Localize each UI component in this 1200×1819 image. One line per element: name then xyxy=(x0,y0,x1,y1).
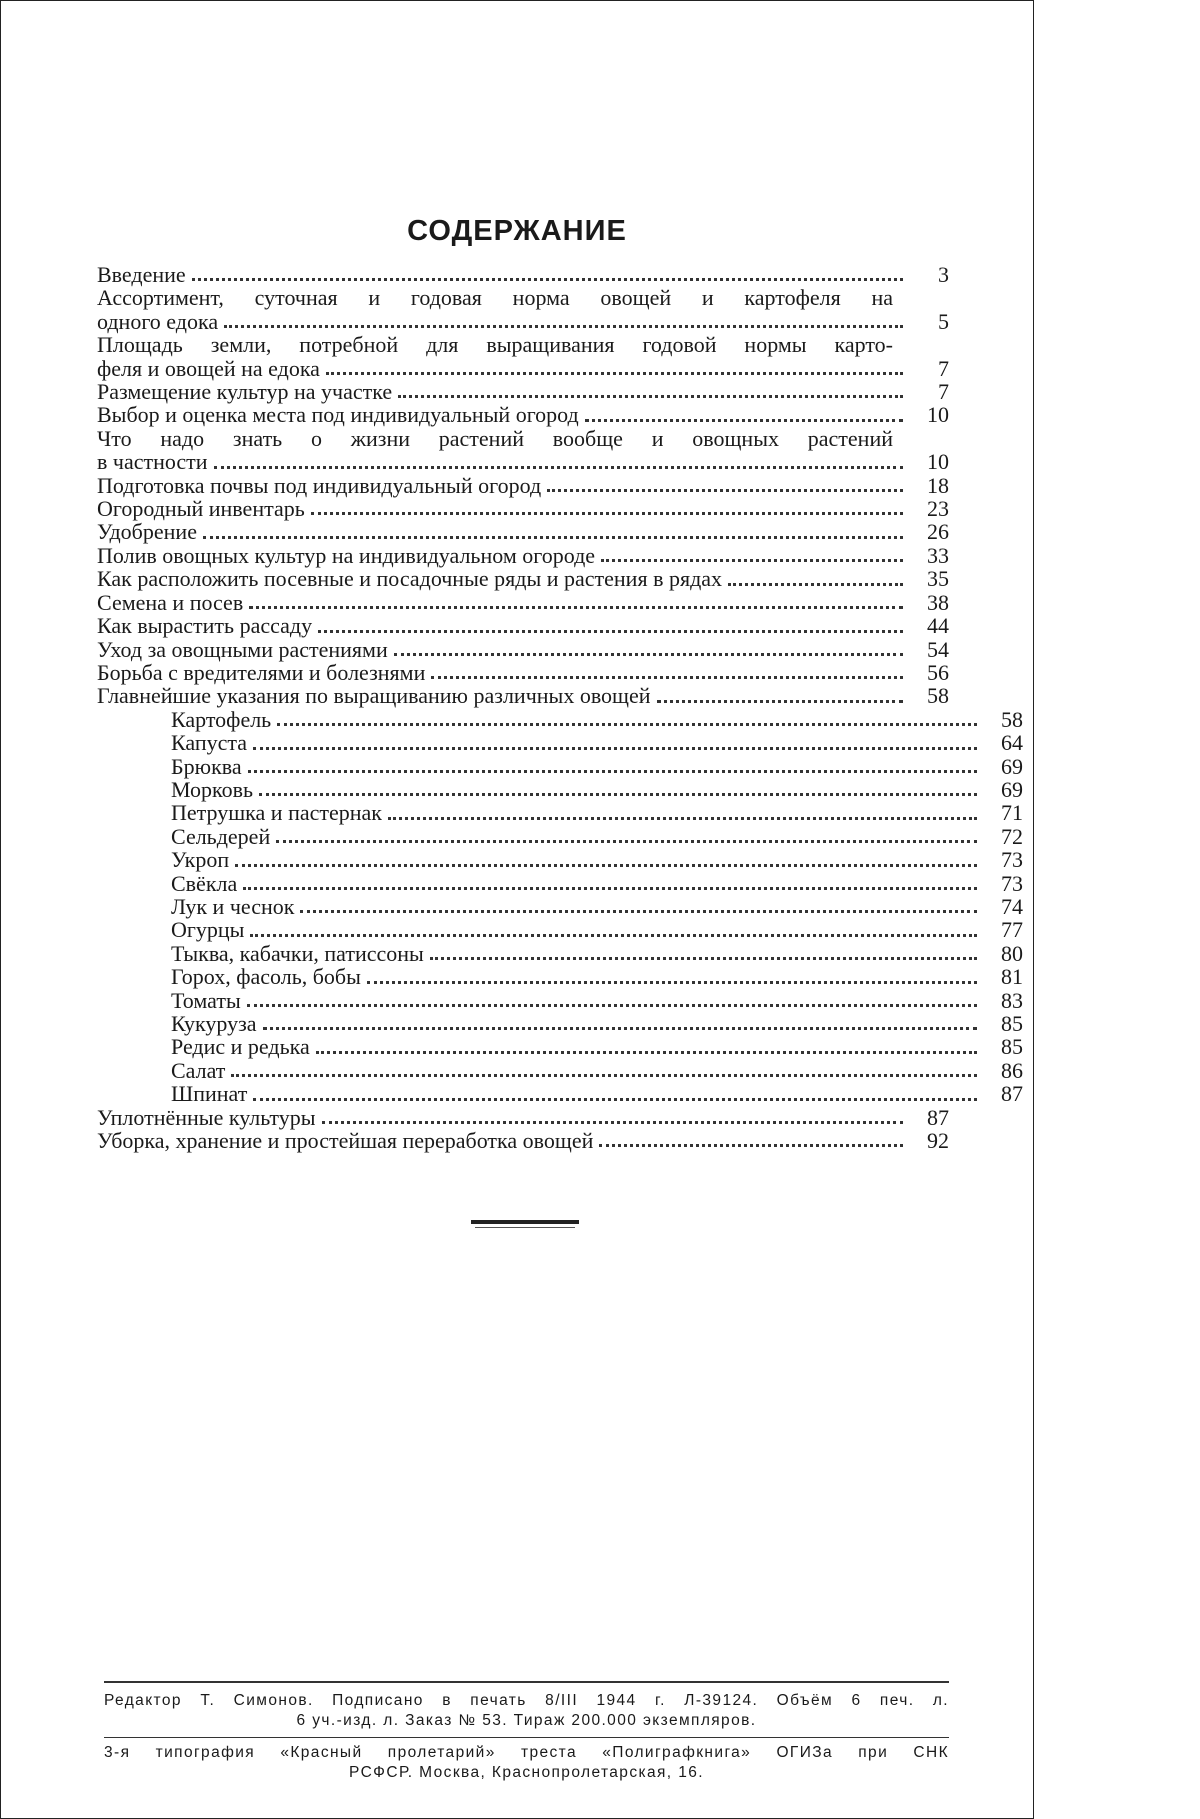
dotted-leader xyxy=(214,466,903,469)
toc-entry-title: Горох, фасоль, бобы xyxy=(171,965,361,988)
toc-entry-row xyxy=(97,638,949,661)
toc-entry xyxy=(97,497,949,520)
toc-entry xyxy=(97,263,949,286)
page-title: СОДЕРЖАНИЕ xyxy=(1,215,1033,248)
toc-entry-row xyxy=(97,497,949,520)
dotted-leader xyxy=(322,1121,903,1124)
document-page xyxy=(0,0,1034,1819)
toc-entry-text-line: Что надо знать о жизни растений вообще и овощных растений xyxy=(97,427,893,450)
dotted-leader xyxy=(601,559,903,562)
toc-entry xyxy=(97,286,949,333)
dotted-leader xyxy=(247,1004,977,1007)
toc-entry-row xyxy=(171,708,1023,731)
toc-entry-title: Петрушка и пастернак xyxy=(171,801,382,824)
toc-entry-title: Укроп xyxy=(171,848,229,871)
toc-subentry xyxy=(97,848,949,871)
toc-entry-row xyxy=(171,848,1023,871)
toc-subentry xyxy=(97,1082,949,1105)
dotted-leader xyxy=(249,606,903,609)
imprint-printer-line2: РСФСР. Москва, Краснопролетарская, 16. xyxy=(104,1763,949,1783)
toc-subentry xyxy=(97,778,949,801)
toc-entry xyxy=(97,403,949,426)
toc-entry-row xyxy=(97,661,949,684)
toc-page-number: 73 xyxy=(983,872,1023,895)
dotted-leader xyxy=(300,910,977,913)
toc-entry-title: Капуста xyxy=(171,731,247,754)
toc-subentry xyxy=(97,801,949,824)
dotted-leader xyxy=(248,770,977,773)
toc-entry-title: Семена и посев xyxy=(97,591,243,614)
toc-entry xyxy=(97,544,949,567)
decorative-rule xyxy=(471,1220,579,1224)
toc-entry-row xyxy=(97,567,949,590)
dotted-leader xyxy=(259,793,977,796)
toc-entry-title: Салат xyxy=(171,1059,225,1082)
toc-page-number: 86 xyxy=(983,1059,1023,1082)
toc-page-number: 10 xyxy=(909,450,949,473)
toc-entry-title: Сельдерей xyxy=(171,825,270,848)
toc-page-number: 58 xyxy=(909,684,949,707)
dotted-leader xyxy=(547,489,903,492)
toc-page-number: 81 xyxy=(983,965,1023,988)
toc-page-number: 5 xyxy=(909,310,949,333)
toc-entry-row xyxy=(171,965,1023,988)
toc-entry-title: Кукуруза xyxy=(171,1012,257,1035)
dotted-leader xyxy=(203,536,903,539)
toc-subentry xyxy=(97,872,949,895)
toc-entry-row xyxy=(97,684,949,707)
toc-entry xyxy=(97,474,949,497)
toc-subentry xyxy=(97,942,949,965)
dotted-leader xyxy=(276,840,977,843)
toc-page-number: 73 xyxy=(983,848,1023,871)
toc-entry-row xyxy=(171,895,1023,918)
imprint-printer xyxy=(104,1743,949,1783)
toc-entry-title: Подготовка почвы под индивидуальный огород xyxy=(97,474,541,497)
toc-entry xyxy=(97,638,949,661)
toc-subentry xyxy=(97,1035,949,1058)
imprint-middle-rule xyxy=(104,1737,949,1738)
dotted-leader xyxy=(243,887,977,890)
dotted-leader xyxy=(367,981,977,984)
toc-entry-title: Свёкла xyxy=(171,872,237,895)
toc-entry-row xyxy=(171,942,1023,965)
dotted-leader xyxy=(430,957,977,960)
toc-entry-row xyxy=(97,380,949,403)
toc-page-number: 26 xyxy=(909,520,949,543)
toc-entry-title: Морковь xyxy=(171,778,253,801)
dotted-leader xyxy=(398,395,903,398)
dotted-leader xyxy=(326,372,903,375)
toc-subentry xyxy=(97,755,949,778)
toc-entry-row xyxy=(171,1012,1023,1035)
toc-entry-row xyxy=(97,450,949,473)
toc-entry-text-line: Площадь земли, потребной для выращивания годовой нормы карто- xyxy=(97,333,893,356)
toc-entry xyxy=(97,427,949,474)
toc-page-number: 69 xyxy=(983,755,1023,778)
toc-entry-title: Редис и редька xyxy=(171,1035,310,1058)
dotted-leader xyxy=(318,630,903,633)
toc-entry-row xyxy=(97,520,949,543)
toc-page-number: 87 xyxy=(983,1082,1023,1105)
toc-page-number: 69 xyxy=(983,778,1023,801)
toc-entry-row xyxy=(171,918,1023,941)
toc-entry-title: Огурцы xyxy=(171,918,244,941)
toc-entry-row xyxy=(97,263,949,286)
dotted-leader xyxy=(192,278,903,281)
toc-subentry xyxy=(97,1012,949,1035)
toc-subentry xyxy=(97,918,949,941)
toc-page-number: 92 xyxy=(909,1129,949,1152)
toc-entry-title: Уход за овощными растениями xyxy=(97,638,388,661)
toc-entry-title: в частности xyxy=(97,450,208,473)
toc-page-number: 23 xyxy=(909,497,949,520)
dotted-leader xyxy=(250,934,977,937)
toc-page-number: 74 xyxy=(983,895,1023,918)
imprint-editor-line1: Редактор Т. Симонов. Подписано в печать 8/III 1944 г. Л-39124. Объём 6 печ. л. xyxy=(104,1691,949,1711)
imprint-printer-line1: 3-я типография «Красный пролетарий» треста «Полиграфкнига» ОГИЗа при СНК xyxy=(104,1743,949,1763)
imprint-editor xyxy=(104,1691,949,1731)
toc-entry-row xyxy=(171,989,1023,1012)
toc-page-number: 72 xyxy=(983,825,1023,848)
dotted-leader xyxy=(263,1027,977,1030)
toc-subentry xyxy=(97,825,949,848)
toc-entry-row xyxy=(97,357,949,380)
toc-page-number: 80 xyxy=(983,942,1023,965)
toc-entry-title: Огородный инвентарь xyxy=(97,497,305,520)
toc-entry-row xyxy=(171,872,1023,895)
toc-subentry xyxy=(97,731,949,754)
toc-entry-title: Томаты xyxy=(171,989,241,1012)
toc-entry xyxy=(97,380,949,403)
toc-entry-title: одного едока xyxy=(97,310,218,333)
toc-page-number: 83 xyxy=(983,989,1023,1012)
dotted-leader xyxy=(311,512,903,515)
dotted-leader xyxy=(235,864,977,867)
toc-entry-title: Размещение культур на участке xyxy=(97,380,392,403)
toc-page-number: 35 xyxy=(909,567,949,590)
decorative-rule-underline xyxy=(475,1227,575,1228)
toc-subentry xyxy=(97,989,949,1012)
toc-page-number: 54 xyxy=(909,638,949,661)
toc-entry-row xyxy=(171,778,1023,801)
toc-entry-title: Как вырастить рассаду xyxy=(97,614,312,637)
toc-page-number: 18 xyxy=(909,474,949,497)
toc-entry-row xyxy=(171,1035,1023,1058)
toc-entry-title: Главнейшие указания по выращиванию различных овощей xyxy=(97,684,651,707)
toc-page-number: 85 xyxy=(983,1012,1023,1035)
toc-entry-row xyxy=(171,755,1023,778)
toc-subentry xyxy=(97,1059,949,1082)
dotted-leader xyxy=(599,1144,903,1147)
toc-entry xyxy=(97,520,949,543)
toc-entry-row xyxy=(171,801,1023,824)
toc-page-number: 87 xyxy=(909,1106,949,1129)
toc-entry-row xyxy=(97,1129,949,1152)
toc-subentry xyxy=(97,708,949,731)
dotted-leader xyxy=(388,817,977,820)
toc-entry-row xyxy=(97,310,949,333)
toc-entry xyxy=(97,591,949,614)
toc-entry-title: Лук и чеснок xyxy=(171,895,294,918)
toc-entry-title: Брюква xyxy=(171,755,242,778)
toc-page-number: 38 xyxy=(909,591,949,614)
toc-entry xyxy=(97,684,949,707)
toc-entry-title: Борьба с вредителями и болезнями xyxy=(97,661,425,684)
toc-entry-row xyxy=(171,731,1023,754)
toc-page-number: 71 xyxy=(983,801,1023,824)
toc-entry-row xyxy=(97,403,949,426)
toc-subentry xyxy=(97,965,949,988)
dotted-leader xyxy=(394,653,903,656)
toc-page-number: 85 xyxy=(983,1035,1023,1058)
dotted-leader xyxy=(277,723,977,726)
toc-entry-row xyxy=(171,1059,1023,1082)
toc-page-number: 7 xyxy=(909,357,949,380)
toc-entry xyxy=(97,1129,949,1152)
toc-entry-row xyxy=(97,544,949,567)
toc-entry-title: Тыква, кабачки, патиссоны xyxy=(171,942,424,965)
imprint-editor-line2: 6 уч.-изд. л. Заказ № 53. Тираж 200.000 экземпляров. xyxy=(104,1711,949,1731)
dotted-leader xyxy=(253,1098,977,1101)
toc-entry-title: Уборка, хранение и простейшая переработка овощей xyxy=(97,1129,593,1152)
dotted-leader xyxy=(585,419,903,422)
toc-page-number: 56 xyxy=(909,661,949,684)
toc-page-number: 44 xyxy=(909,614,949,637)
table-of-contents xyxy=(97,263,949,1152)
toc-page-number: 64 xyxy=(983,731,1023,754)
toc-entry-title: Картофель xyxy=(171,708,271,731)
dotted-leader xyxy=(316,1051,977,1054)
toc-entry-title: Удобрение xyxy=(97,520,197,543)
toc-page-number: 33 xyxy=(909,544,949,567)
toc-entry xyxy=(97,661,949,684)
toc-entry-title: Выбор и оценка места под индивидуальный огород xyxy=(97,403,579,426)
toc-page-number: 10 xyxy=(909,403,949,426)
toc-entry-row xyxy=(97,591,949,614)
imprint-top-rule xyxy=(104,1681,949,1683)
toc-subentry xyxy=(97,895,949,918)
toc-entry xyxy=(97,333,949,380)
dotted-leader xyxy=(253,747,977,750)
toc-entry xyxy=(97,614,949,637)
dotted-leader xyxy=(431,676,903,679)
toc-entry-text-line: Ассортимент, суточная и годовая норма овощей и картофеля на xyxy=(97,286,893,309)
dotted-leader xyxy=(728,583,903,586)
toc-entry xyxy=(97,1106,949,1129)
toc-entry-row xyxy=(97,1106,949,1129)
toc-entry xyxy=(97,567,949,590)
toc-page-number: 77 xyxy=(983,918,1023,941)
toc-entry-row xyxy=(171,1082,1023,1105)
dotted-leader xyxy=(224,325,903,328)
toc-entry-row xyxy=(97,614,949,637)
dotted-leader xyxy=(657,700,903,703)
toc-entry-title: Как расположить посевные и посадочные ряды и растения в рядах xyxy=(97,567,722,590)
toc-entry-title: Введение xyxy=(97,263,186,286)
toc-entry-row xyxy=(171,825,1023,848)
toc-page-number: 7 xyxy=(909,380,949,403)
toc-entry-row xyxy=(97,474,949,497)
toc-entry-title: феля и овощей на едока xyxy=(97,357,320,380)
dotted-leader xyxy=(231,1074,977,1077)
toc-page-number: 3 xyxy=(909,263,949,286)
toc-entry-title: Шпинат xyxy=(171,1082,247,1105)
toc-entry-title: Полив овощных культур на индивидуальном огороде xyxy=(97,544,595,567)
toc-entry-title: Уплотнённые культуры xyxy=(97,1106,316,1129)
toc-page-number: 58 xyxy=(983,708,1023,731)
